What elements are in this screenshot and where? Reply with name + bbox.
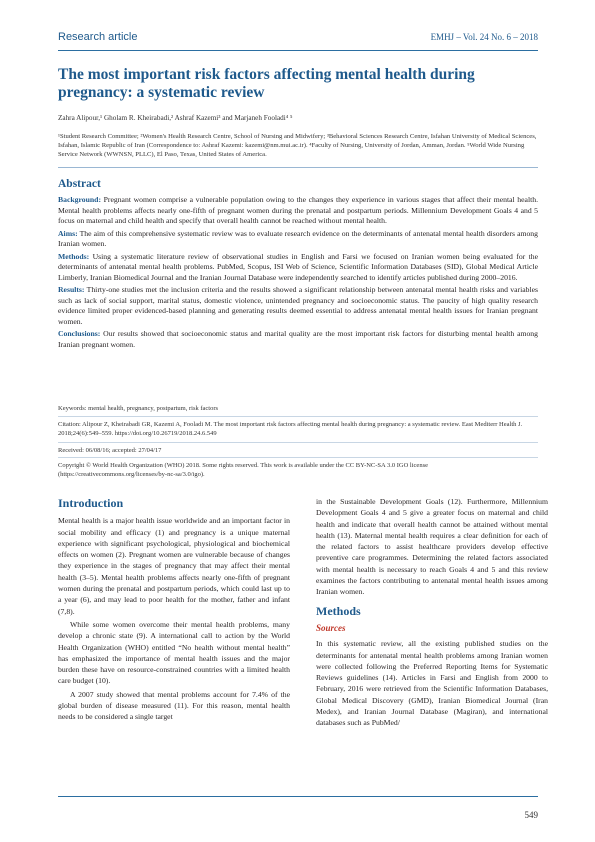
page-number: 549	[524, 810, 538, 820]
running-header	[58, 28, 538, 50]
column-right	[316, 496, 548, 729]
paragraph: in the Sustainable Development Goals (12). Furthermore, Millennium Development Goals 4 and 5 give a greater focus on maternal and child health and indicate that overall health cannot be attained without mental health (13). Maternal mental health requires a clear definition for each of the related factors to assist healthcare providers develop effective preventive care programmes. Determining the related factors associated with mental health is necessary to reach Goals 4 and 5 and this review examines the factors contributing to antenatal mental health issues among Iranian women.	[316, 497, 548, 597]
abstract-body	[58, 195, 538, 352]
abstract-methods	[58, 252, 538, 284]
abstract-heading: Abstract	[58, 178, 101, 190]
paragraph: Mental health is a major health issue worldwide and an important factor in social mobility and efficacy (1) and pregnancy is a unique maternal experience with significant psychological, physiological and biochemical effects on women (2). Pregnant women are vulnerable because of changes they experience in the stages of pregnancy that may affect their mental health (3–5). Mental health problems affects nearly one-fifth of pregnant women during the prenatal and postpartum periods, which could last up to a year (6), and may lead to poor health for the mother, father and infant (7,8).	[58, 516, 290, 616]
sources-subheading: Sources	[316, 622, 346, 633]
introduction-heading: Introduction	[58, 496, 124, 510]
methods-heading: Methods	[316, 603, 361, 618]
abstract-background	[58, 195, 538, 227]
author-list: Zahra Alipour,¹ Gholam R. Kheirabadi,² Ashraf Kazemi³ and Marjaneh Fooladi⁴ ⁵	[58, 114, 293, 122]
abstract-text: The aim of this comprehensive systematic review was to evaluate research evidence on the determinants of antenatal mental health disorders among Iranian women.	[58, 228, 538, 248]
affiliations: ¹Student Research Committee; ²Women's Health Research Centre, School of Nursing and Midwifery; ³Behavioral Sciences Research Centre, Isfahan University of Medical Sciences, Isfahan, Islamic Republic of Iran (Correspondence to: Ashraf Kazemi: kazemi@nm.mui.ac.ir). ⁴Faculty of Nursing, University of Jordan, Amman, Jordan. ⁵World Wide Nursing Service Network (WWNSN, PLLC), El Paso, Texas, United States of America.	[58, 133, 537, 158]
citation: Citation: Alipour Z, Kheirabadi GR, Kazemi A, Fooladi M. The most important risk factors affecting mental health during pregnancy: a systematic review. East Mediterr Health J. 2018;24(6):549–559. https://doi.org/10.26719/2018.24.6.549	[58, 421, 523, 437]
divider	[58, 167, 538, 168]
abstract-label: Aims:	[58, 228, 78, 238]
divider	[58, 416, 538, 417]
abstract-text: Using a systematic literature review of observational studies in English and Farsi we focused on Iranian women being evaluated for the determinants of antenatal mental health problems. PubMed, Scopus, ISI Web of Science, Scientific Information Databases (SID), Global Medical Article Limberly, Iranian Biomedical Journal and the Iranian Journal Database were independently searched to identify articles published during 2000–2016.	[58, 251, 538, 282]
section-label: Research article	[58, 31, 138, 43]
abstract-text: Thirty-one studies met the inclusion criteria and the results showed a significant relationship between antenatal mental health risks and variables such as lack of social support, marital status, domestic violence, unintended pregnancy and socioeconomic status. The paucity of high quality research evidence limited proper evidenced-based planning and generating results deemed essential to address antenatal mental health issues for Iranian pregnant women.	[58, 285, 538, 326]
paragraph: In this systematic review, all the existing published studies on the determinants for antenatal mental health problems among Iranian women were collected following the Preferred Reporting Items for Systematic Reviews guidelines (14). Articles in Farsi and English from 2000 to February, 2016 were retrieved from the Scientific Information Databases, Global Medical Discovery (GMD), Iranian Biomedical Journal (Iran Medex), and Iranian Journal Database (Magiran), and international databases such as PubMed/	[316, 639, 548, 728]
abstract-conclusions	[58, 329, 538, 350]
paragraph: While some women overcome their mental health problems, many develop a chronic state (9). A international call to action by the World Health Organization (WHO) entitled “No health without mental health” has emphasized the importance of mental health issues and the major burden these have on resource-constrained countries with a limited health care budget (10).	[58, 619, 290, 686]
keywords: Keywords: mental health, pregnancy, postpartum, risk factors	[58, 405, 219, 412]
footer-rule	[58, 796, 538, 797]
paragraph: A 2007 study showed that mental problems account for 7.4% of the global burden of disease measured (11). For this reason, mental health needs to be considered a single target	[58, 689, 290, 722]
abstract-aims	[58, 229, 538, 250]
divider	[58, 457, 538, 458]
abstract-text: Our results showed that socioeconomic status and marital quality are the most important risk factors for disturbing mental health among Iranian pregnant women.	[58, 329, 538, 349]
abstract-label: Conclusions:	[58, 329, 101, 338]
abstract-label: Methods:	[58, 251, 90, 261]
divider	[58, 442, 538, 443]
header-rule	[58, 50, 538, 51]
journal-reference: EMHJ – Vol. 24 No. 6 – 2018	[430, 32, 538, 42]
abstract-text: Pregnant women comprise a vulnerable population owing to the changes they experience in various stages that affect their mental health. Mental health problems affects nearly one-fifth of pregnant women during the prenatal and postpartum periods. Millennium Development Goals 4 and 5 focus on maternal and child health and specify that overall health cannot be reached without mental health.	[58, 195, 538, 225]
abstract-results	[58, 285, 538, 327]
copyright: Copyright © World Health Organization (WHO) 2018. Some rights reserved. This work is available under the CC BY-NC-SA 3.0 IGO license (https://creativecommons.org/licenses/by-nc-sa/3.0/igo).	[58, 462, 428, 478]
abstract-label: Results:	[58, 285, 85, 294]
column-left	[58, 498, 290, 723]
received-date: Received: 06/08/16; accepted: 27/04/17	[58, 447, 162, 454]
article-title: The most important risk factors affecting mental health during pregnancy: a systematic review	[58, 66, 475, 101]
abstract-label: Background:	[58, 195, 102, 204]
